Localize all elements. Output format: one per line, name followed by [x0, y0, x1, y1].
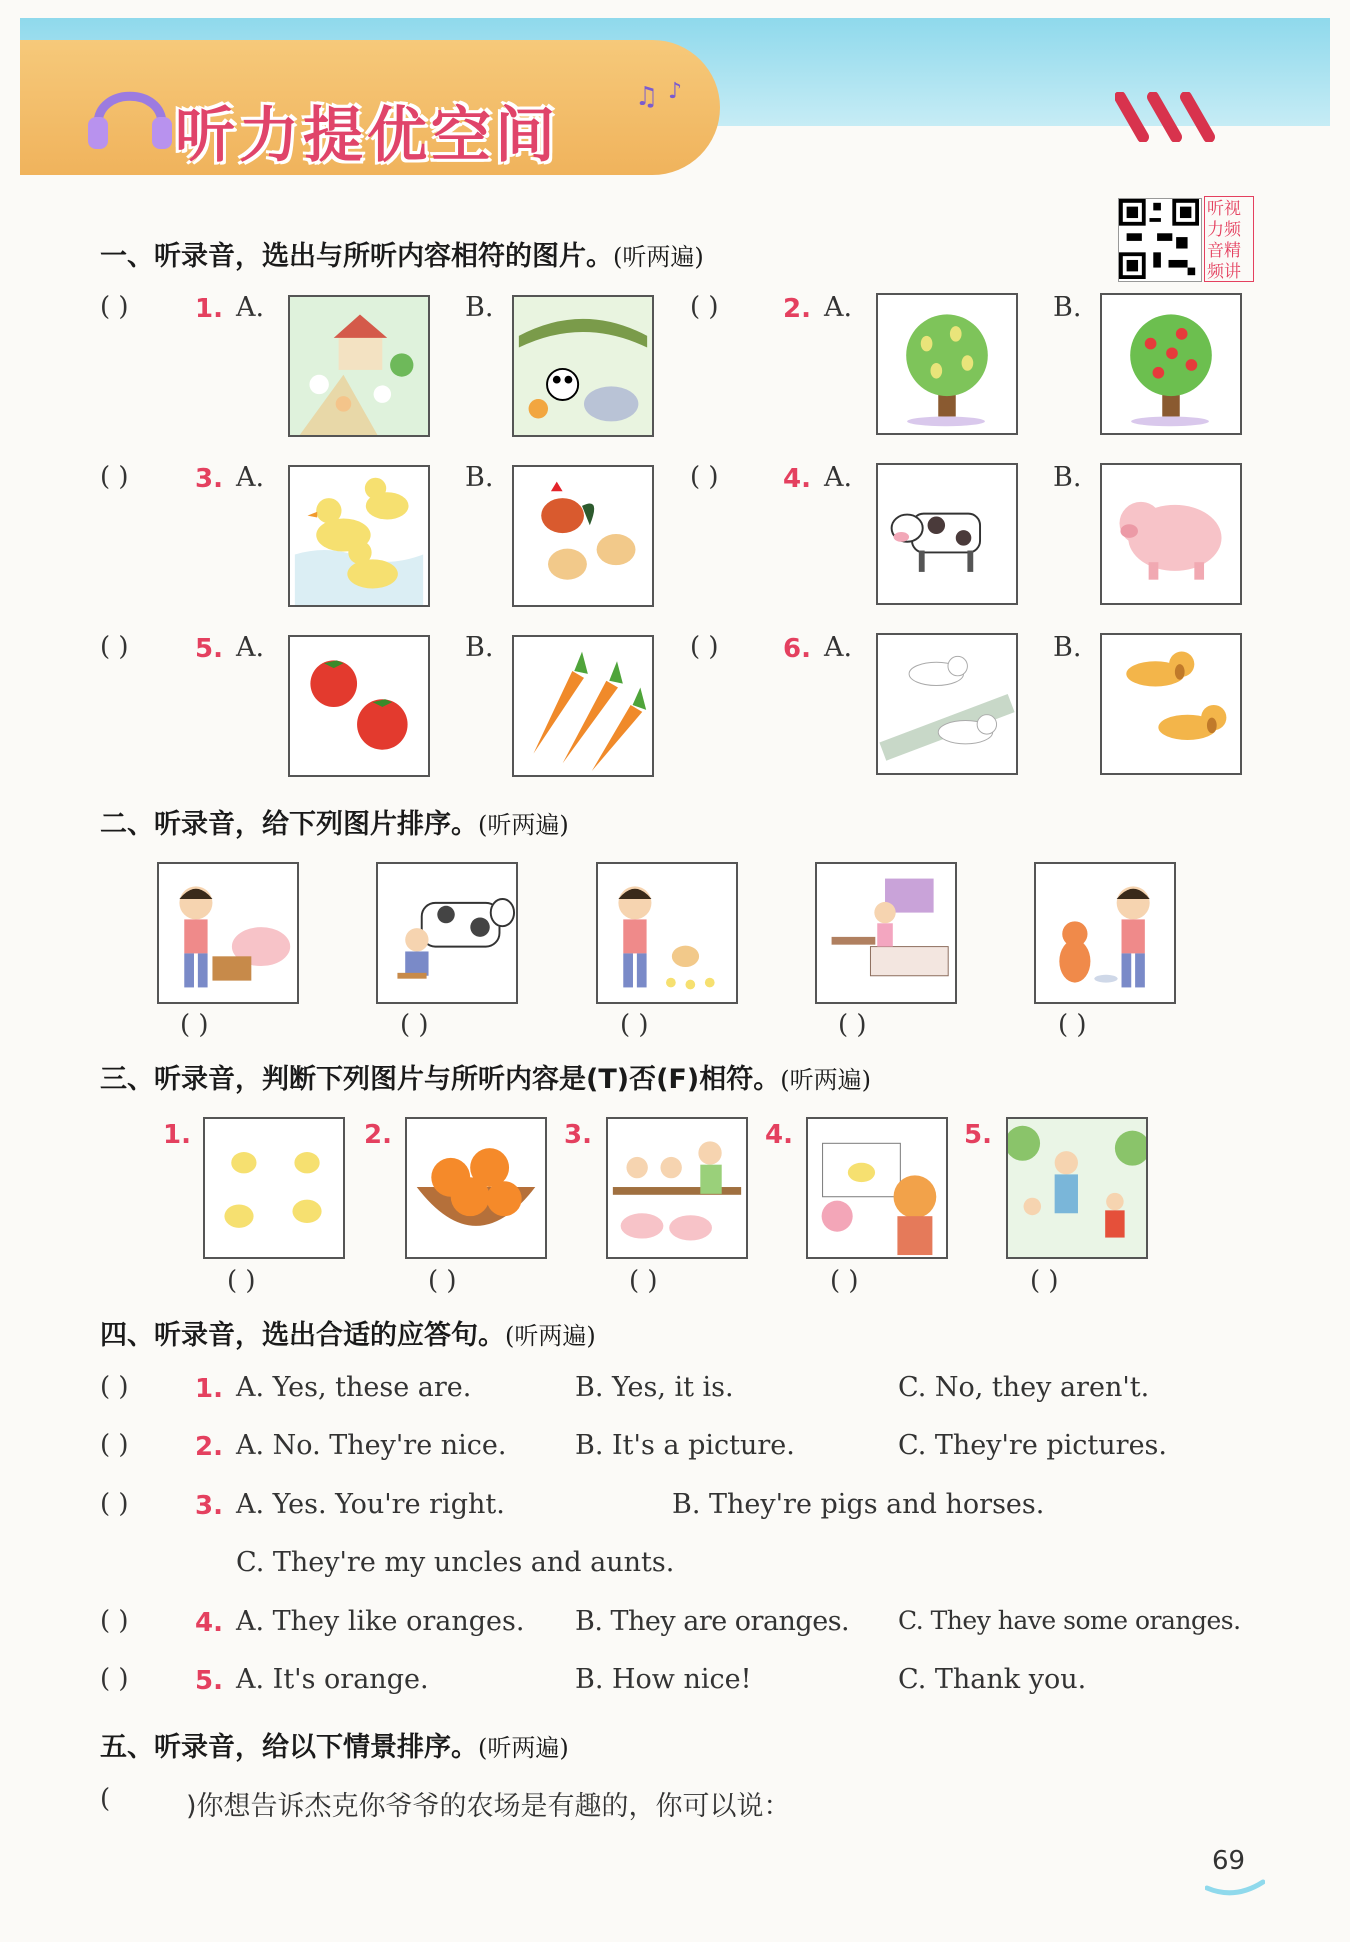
picture-pig[interactable]	[1100, 463, 1242, 605]
option-a: A. It's orange.	[236, 1664, 429, 1695]
answer-blank[interactable]: ( )	[629, 1266, 658, 1296]
option-a: A. No. They're nice.	[236, 1430, 507, 1461]
picture-milking-cow[interactable]	[376, 862, 518, 1004]
section-1-title	[100, 234, 704, 273]
section-1-title-text: 一、听录音，选出与所听内容相符的图片。	[100, 241, 613, 272]
section-4-title-text: 四、听录音，选出合适的应答句。	[100, 1320, 505, 1351]
answer-blank[interactable]: ( )	[690, 462, 719, 492]
picture-carrots[interactable]	[512, 635, 654, 777]
picture-orchard-visit[interactable]	[1006, 1117, 1148, 1259]
answer-blank[interactable]: ( )	[100, 632, 129, 662]
question-number: 1.	[195, 1374, 223, 1404]
option-label: B.	[465, 292, 494, 323]
section-2-title	[100, 802, 569, 841]
option-c: C. Thank you.	[898, 1664, 1087, 1695]
question-number: 4.	[783, 464, 811, 494]
item-number: 5.	[964, 1120, 992, 1150]
section-5-title-text: 五、听录音，给以下情景排序。	[100, 1732, 478, 1763]
page-number: 69	[1212, 1846, 1246, 1876]
option-label: A.	[236, 292, 265, 323]
picture-girl-in-bedroom[interactable]	[815, 862, 957, 1004]
picture-ducks[interactable]	[288, 465, 430, 607]
question-number: 3.	[195, 1491, 223, 1521]
item-number: 3.	[564, 1120, 592, 1150]
option-label: A.	[824, 632, 853, 663]
page-number-swoosh	[1205, 1878, 1265, 1898]
option-label: A.	[236, 462, 265, 493]
answer-blank[interactable]: ( )	[100, 1489, 129, 1519]
option-b: B. They're pigs and horses.	[672, 1489, 1045, 1520]
section-4-note: (听两遍)	[505, 1322, 596, 1350]
question-number: 2.	[783, 294, 811, 324]
section-5-item-1: )你想告诉杰克你爷爷的农场是有趣的，你可以说：	[186, 1791, 791, 1822]
picture-cow[interactable]	[876, 463, 1018, 605]
option-c: C. They're my uncles and aunts.	[236, 1547, 675, 1578]
option-a: A. Yes. You're right.	[236, 1489, 505, 1520]
picture-painting[interactable]	[806, 1117, 948, 1259]
answer-blank[interactable]: ( )	[1030, 1266, 1059, 1296]
item-number: 2.	[364, 1120, 392, 1150]
answer-blank[interactable]: ( )	[100, 1372, 129, 1402]
svg-text:♫: ♫	[635, 82, 659, 112]
answer-blank[interactable]: ( )	[100, 1606, 129, 1636]
decorative-stripes	[1115, 92, 1235, 142]
answer-blank[interactable]: ( )	[180, 1010, 209, 1040]
answer-blank[interactable]: ( )	[690, 632, 719, 662]
answer-blank[interactable]: ( )	[100, 1430, 129, 1460]
option-c: C. They're pictures.	[898, 1430, 1167, 1461]
picture-farmer-and-pigs[interactable]	[606, 1117, 748, 1259]
option-label: A.	[824, 462, 853, 493]
option-label: B.	[465, 632, 494, 663]
question-number: 5.	[195, 634, 223, 664]
option-b: B. Yes, it is.	[575, 1372, 734, 1403]
music-notes-icon	[630, 70, 700, 120]
option-a: A. They like oranges.	[236, 1606, 525, 1637]
question-number: 6.	[783, 634, 811, 664]
section-2-title-text: 二、听录音，给下列图片排序。	[100, 809, 478, 840]
option-c: C. No, they aren't.	[898, 1372, 1150, 1403]
svg-text:♪: ♪	[668, 79, 683, 104]
option-c: C. They have some oranges.	[898, 1606, 1241, 1635]
section-3-title-text: 三、听录音，判断下列图片与所听内容是(T)否(F)相符。	[100, 1064, 781, 1095]
picture-chicks[interactable]	[203, 1117, 345, 1259]
answer-blank[interactable]: ( )	[227, 1266, 256, 1296]
answer-blank[interactable]: ( )	[100, 292, 129, 322]
item-number: 4.	[765, 1120, 793, 1150]
option-label: B.	[1053, 462, 1082, 493]
section-5-title	[100, 1725, 569, 1764]
section-4-title	[100, 1313, 596, 1352]
qr-label: 听视力频音精频讲	[1204, 196, 1254, 282]
section-3-title	[100, 1057, 871, 1096]
picture-oranges-basket[interactable]	[405, 1117, 547, 1259]
question-number: 4.	[195, 1608, 223, 1638]
picture-running-cats[interactable]	[876, 633, 1018, 775]
picture-zoo[interactable]	[512, 295, 654, 437]
qr-code[interactable]	[1118, 198, 1202, 282]
answer-blank[interactable]: ( )	[1058, 1010, 1087, 1040]
option-b: B. How nice!	[575, 1664, 752, 1695]
picture-pear-tree[interactable]	[876, 293, 1018, 435]
picture-boy-feeding-chickens[interactable]	[596, 862, 738, 1004]
headphones-icon	[80, 62, 180, 162]
answer-blank[interactable]: ( )	[690, 292, 719, 322]
answer-blank[interactable]: ( )	[100, 1664, 129, 1694]
answer-blank[interactable]: ( )	[838, 1010, 867, 1040]
picture-running-dogs[interactable]	[1100, 633, 1242, 775]
option-label: A.	[824, 292, 853, 323]
qr-code-icon	[1119, 199, 1199, 279]
answer-blank[interactable]: ( )	[830, 1266, 859, 1296]
option-label: A.	[236, 632, 265, 663]
item-number: 1.	[163, 1120, 191, 1150]
section-5-note: (听两遍)	[478, 1734, 569, 1762]
answer-blank[interactable]: ( )	[428, 1266, 457, 1296]
section-3-note: (听两遍)	[780, 1066, 871, 1094]
picture-boy-feeding-cat[interactable]	[1034, 862, 1176, 1004]
answer-blank[interactable]: ( )	[620, 1010, 649, 1040]
option-b: B. It's a picture.	[575, 1430, 795, 1461]
answer-blank-open[interactable]: (	[100, 1784, 111, 1814]
page-title: 听力提优空间	[175, 101, 559, 171]
question-number: 3.	[195, 464, 223, 494]
option-b: B. They are oranges.	[575, 1606, 850, 1637]
option-label: B.	[1053, 292, 1082, 323]
picture-tomatoes[interactable]	[288, 635, 430, 777]
answer-blank[interactable]: ( )	[400, 1010, 429, 1040]
question-number: 2.	[195, 1432, 223, 1462]
section-1-note: (听两遍)	[613, 243, 704, 271]
picture-farm[interactable]	[288, 295, 430, 437]
picture-chickens[interactable]	[512, 465, 654, 607]
section-2-note: (听两遍)	[478, 811, 569, 839]
picture-boy-feeding-pig[interactable]	[157, 862, 299, 1004]
picture-apple-tree[interactable]	[1100, 293, 1242, 435]
option-label: B.	[465, 462, 494, 493]
answer-blank[interactable]: ( )	[100, 462, 129, 492]
option-a: A. Yes, these are.	[236, 1372, 472, 1403]
question-number: 1.	[195, 294, 223, 324]
question-number: 5.	[195, 1666, 223, 1696]
option-label: B.	[1053, 632, 1082, 663]
